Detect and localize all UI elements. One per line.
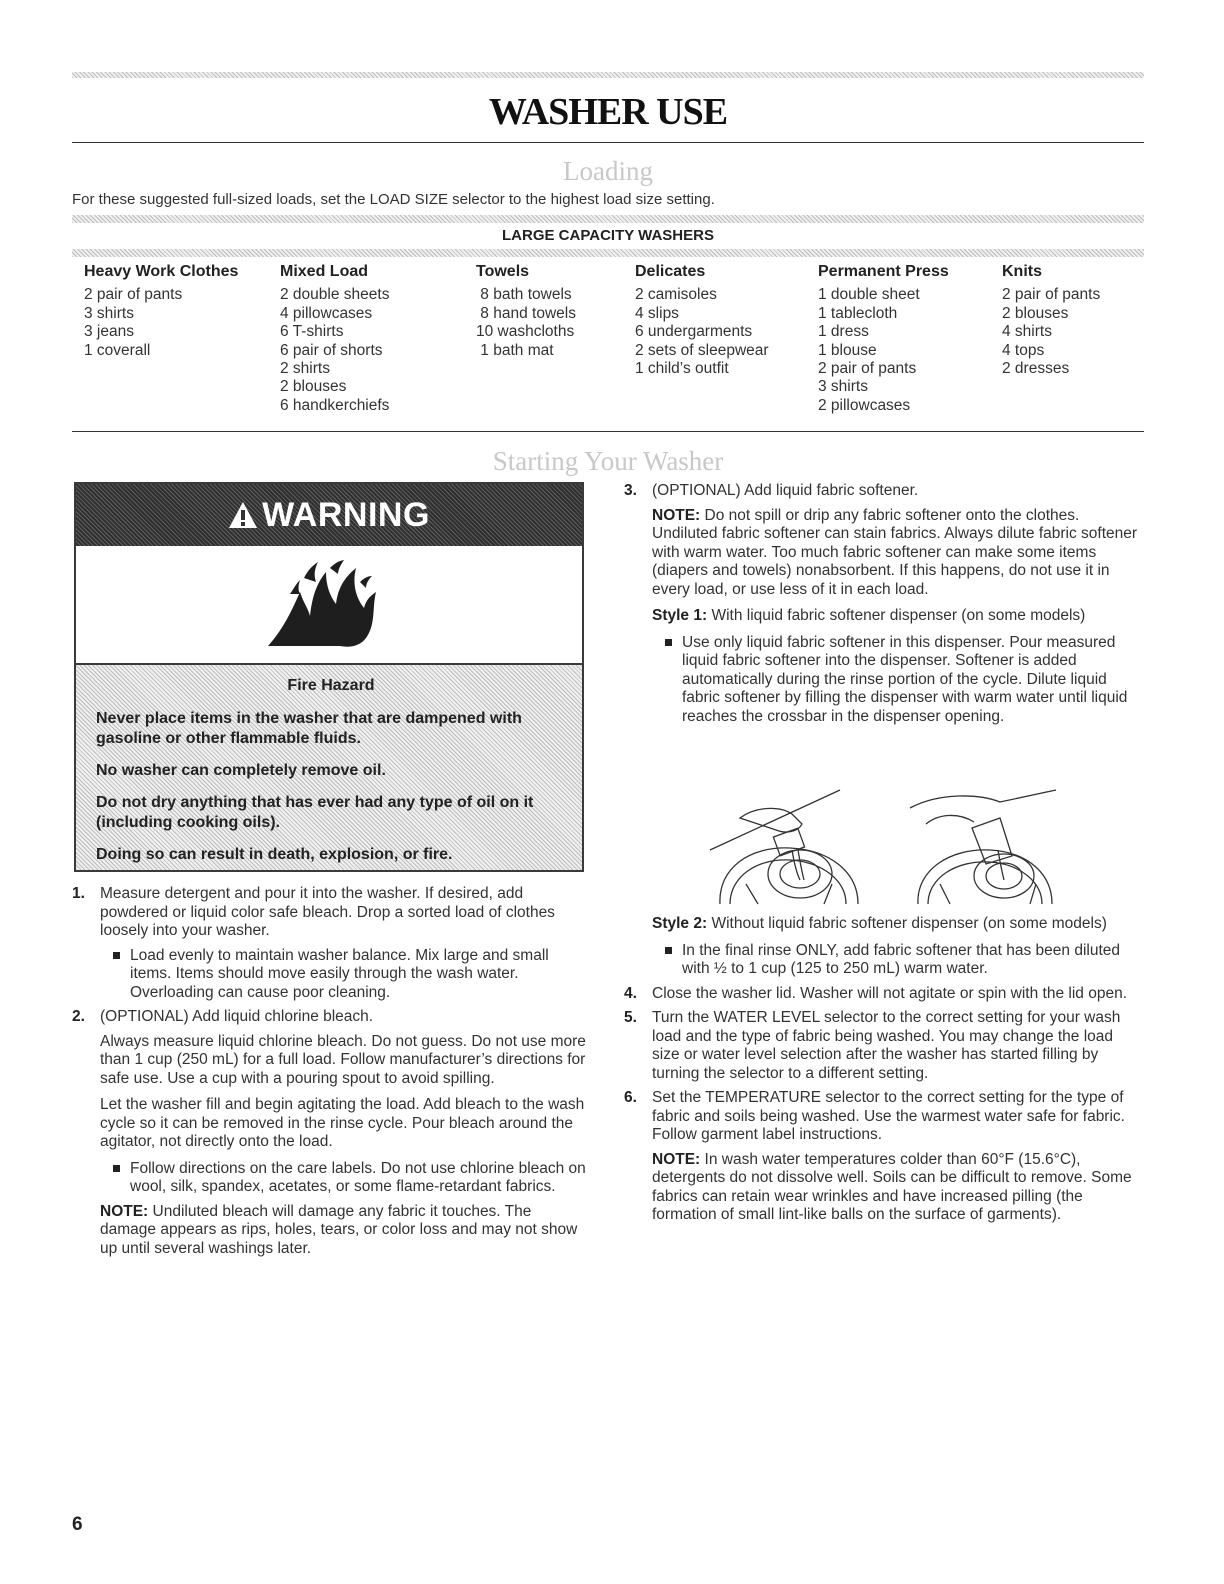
load-column-heavy-work (84, 263, 238, 360)
step-text: (OPTIONAL) Add liquid chlorine bleach. (100, 1008, 374, 1025)
list-item: 3 jeans (84, 323, 134, 341)
list-item: 2 pair of pants (818, 360, 917, 378)
list-item: 4 shirts (1002, 323, 1052, 341)
loading-intro: For these suggested full-sized loads, set the LOAD SIZE selector to the highest load size setting. (72, 191, 715, 208)
style-1 (624, 607, 1144, 626)
column-header: Heavy Work Clothes (84, 263, 239, 280)
step-2-para-2: Let the washer fill and begin agitating the load. Add bleach to the wash cycle so it can be removed in the rinse cycle. Pour bleach around the agitator, not directly onto the load. (100, 1096, 585, 1150)
list-item: 1 tablecloth (818, 304, 898, 322)
list-item: 6 T-shirts (280, 323, 344, 341)
warning-text (96, 677, 566, 877)
step-6-note (624, 1151, 1144, 1225)
column-header: Mixed Load (280, 263, 369, 280)
column-header: Towels (476, 263, 530, 280)
list-item: 2 double sheets (280, 286, 390, 304)
step-5 (624, 1009, 1144, 1083)
style-1-bullet (624, 634, 1144, 727)
load-column-mixed (280, 263, 389, 415)
style-text: With liquid fabric softener dispenser (on some models) (711, 607, 1086, 624)
step-text: Set the TEMPERATURE selector to the correct setting for the type of fabric and soils being washed. Use the warmest water safe for fabric. Follow garment label instructions. (652, 1089, 1125, 1143)
list-item: 3 shirts (818, 378, 868, 396)
list-item: 1 bath mat (476, 341, 554, 359)
step-3-note (624, 507, 1144, 600)
step-1-bullet (72, 947, 588, 1003)
style-2-bullet (624, 942, 1144, 979)
list-item: 4 pillowcases (280, 304, 373, 322)
page-title: WASHER USE (488, 91, 728, 133)
style-label: Style 2: (652, 915, 708, 932)
warning-box (74, 482, 584, 872)
bullet-text: In the final rinse ONLY, add fabric softener that has been diluted with ½ to 1 cup (125 to 250 mL) warm water. (682, 941, 1121, 977)
column-header: Permanent Press (818, 263, 949, 280)
warning-line: Never place items in the washer that are dampened with gasoline or other flammable fluids. (96, 710, 522, 747)
softener-pouring-illustration (700, 788, 1060, 906)
step-text: Turn the WATER LEVEL selector to the correct setting for your wash load and the type of fabric being washed. You may change the load size or water level selection after the washer has started filling by turning the selector to a different setting. (652, 1009, 1121, 1082)
list-item: 6 pair of shorts (280, 341, 383, 359)
right-column-top (624, 482, 1144, 732)
warning-icon-panel (76, 546, 582, 665)
step-3 (624, 482, 1144, 501)
table-top-band (72, 215, 1144, 223)
list-item: 2 pillowcases (818, 396, 911, 414)
column-header: Delicates (635, 263, 706, 280)
step-number: 2. (72, 1008, 85, 1025)
list-item: 1 blouse (818, 341, 877, 359)
step-6 (624, 1089, 1144, 1145)
bullet-text: Load evenly to maintain washer balance. Mix large and small items. Items should move easily through the wash water. Overloading can cause poor cleaning. (130, 946, 549, 1001)
load-column-permanent-press (818, 263, 949, 415)
style-text: Without liquid fabric softener dispenser (on some models) (711, 915, 1107, 932)
warning-title (228, 496, 430, 535)
warning-title-text: WARNING (262, 495, 430, 534)
loading-section-title: Loading (563, 156, 653, 186)
note-label: NOTE: (652, 506, 701, 524)
warning-triangle-icon (228, 501, 258, 529)
fire-hazard-label: Fire Hazard (287, 677, 375, 694)
step-number: 5. (624, 1009, 637, 1026)
warning-header (76, 484, 582, 546)
left-column-steps (72, 885, 588, 1266)
list-item: 4 slips (635, 304, 679, 322)
warning-line: Do not dry anything that has ever had any type of oil on it (including cooking oils). (96, 794, 534, 831)
bullet-square-icon (113, 1165, 120, 1172)
load-column-knits (1002, 263, 1100, 378)
step-4 (624, 985, 1144, 1004)
note-text: Do not spill or drip any fabric softener onto the clothes. Undiluted fabric softener can stain fabrics. Always dilute fabric softener with warm water. Too much fabric softener can make some items (diapers and towels) nonabsorbent. If this happens, do not use it in every load, or use less of it in each load. (652, 506, 1138, 598)
list-item: 8 hand towels (476, 304, 576, 322)
step-text: (OPTIONAL) Add liquid fabric softener. (652, 482, 919, 499)
bullet-square-icon (665, 947, 672, 954)
column-header: Knits (1002, 263, 1042, 280)
list-item: 1 double sheet (818, 286, 920, 304)
list-item: 2 dresses (1002, 360, 1070, 378)
title-rule (72, 142, 1144, 143)
list-item: 2 camisoles (635, 286, 717, 304)
top-hatch-rule (72, 72, 1144, 78)
list-item: 10 washcloths (476, 323, 575, 341)
step-2-para-1: Always measure liquid chlorine bleach. Do not guess. Do not use more than 1 cup (250 mL) for a full load. Follow manufacturer’s directions for safe use. Use a cup with a pouring spout to avoid spilling. (100, 1032, 586, 1087)
section-rule (72, 431, 1144, 432)
list-item: 8 bath towels (476, 286, 572, 304)
load-column-delicates (635, 263, 769, 378)
list-item: 2 pair of pants (1002, 286, 1101, 304)
list-item: 1 coverall (84, 341, 151, 359)
load-column-towels (476, 263, 576, 360)
table-header-band (72, 249, 1144, 257)
list-item: 4 tops (1002, 341, 1045, 359)
note-label: NOTE: (100, 1202, 149, 1220)
list-item: 2 blouses (1002, 304, 1069, 322)
table-heading: LARGE CAPACITY WASHERS (502, 227, 714, 244)
list-item: 1 dress (818, 323, 869, 341)
list-item: 2 blouses (280, 378, 347, 396)
step-2 (72, 1008, 588, 1027)
bullet-square-icon (665, 639, 672, 646)
warning-line: Doing so can result in death, explosion, or fire. (96, 846, 453, 863)
style-label: Style 1: (652, 607, 708, 624)
note-text: In wash water temperatures colder than 60°F (15.6°C), detergents do not dissolve well. Soils can be difficult to remove. Some fabrics can retain wear wrinkles and have increased pilling (the formation of small lint-like balls on the surface of garments). (652, 1150, 1132, 1223)
list-item: 2 shirts (280, 360, 330, 378)
step-number: 3. (624, 482, 637, 499)
bullet-text: Follow directions on the care labels. Do not use chlorine bleach on wool, silk, spandex, acetates, or some flame-retardant fabrics. (130, 1159, 586, 1195)
starting-section-title: Starting Your Washer (492, 446, 724, 476)
step-number: 4. (624, 984, 637, 1002)
list-item: 2 sets of sleepwear (635, 341, 769, 359)
list-item: 3 shirts (84, 304, 134, 322)
note-text: Undiluted bleach will damage any fabric it touches. The damage appears as rips, holes, tears, or color loss and may not show up until several washings later. (100, 1202, 578, 1257)
note-label: NOTE: (652, 1150, 701, 1168)
warning-line: No washer can completely remove oil. (96, 762, 386, 779)
step-number: 6. (624, 1089, 637, 1106)
list-item: 6 handkerchiefs (280, 396, 390, 414)
bullet-text: Use only liquid fabric softener in this dispenser. Pour measured liquid fabric softener into the dispenser. Softener is added automatically during the rinse portion of the cycle. Dilute liquid fabric softener by filling the dispenser with warm water until liquid reaches the crossbar in the dispenser opening. (682, 633, 1128, 725)
page-number: 6 (72, 1514, 83, 1535)
step-text: Close the washer lid. Washer will not agitate or spin with the lid open. (652, 984, 1127, 1002)
step-2-note (72, 1203, 588, 1259)
list-item: 6 undergarments (635, 323, 753, 341)
step-2-bullet (72, 1160, 588, 1197)
style-2 (624, 915, 1144, 934)
list-item: 2 pair of pants (84, 286, 183, 304)
bullet-square-icon (113, 952, 120, 959)
step-text: Measure detergent and pour it into the washer. If desired, add powdered or liquid color safe bleach. Drop a sorted load of clothes loosely into your washer. (100, 885, 555, 939)
list-item: 1 child’s outfit (635, 360, 729, 378)
fire-icon (260, 558, 380, 650)
step-number: 1. (72, 885, 85, 902)
step-1 (72, 885, 588, 941)
right-column-bottom (624, 915, 1144, 1233)
